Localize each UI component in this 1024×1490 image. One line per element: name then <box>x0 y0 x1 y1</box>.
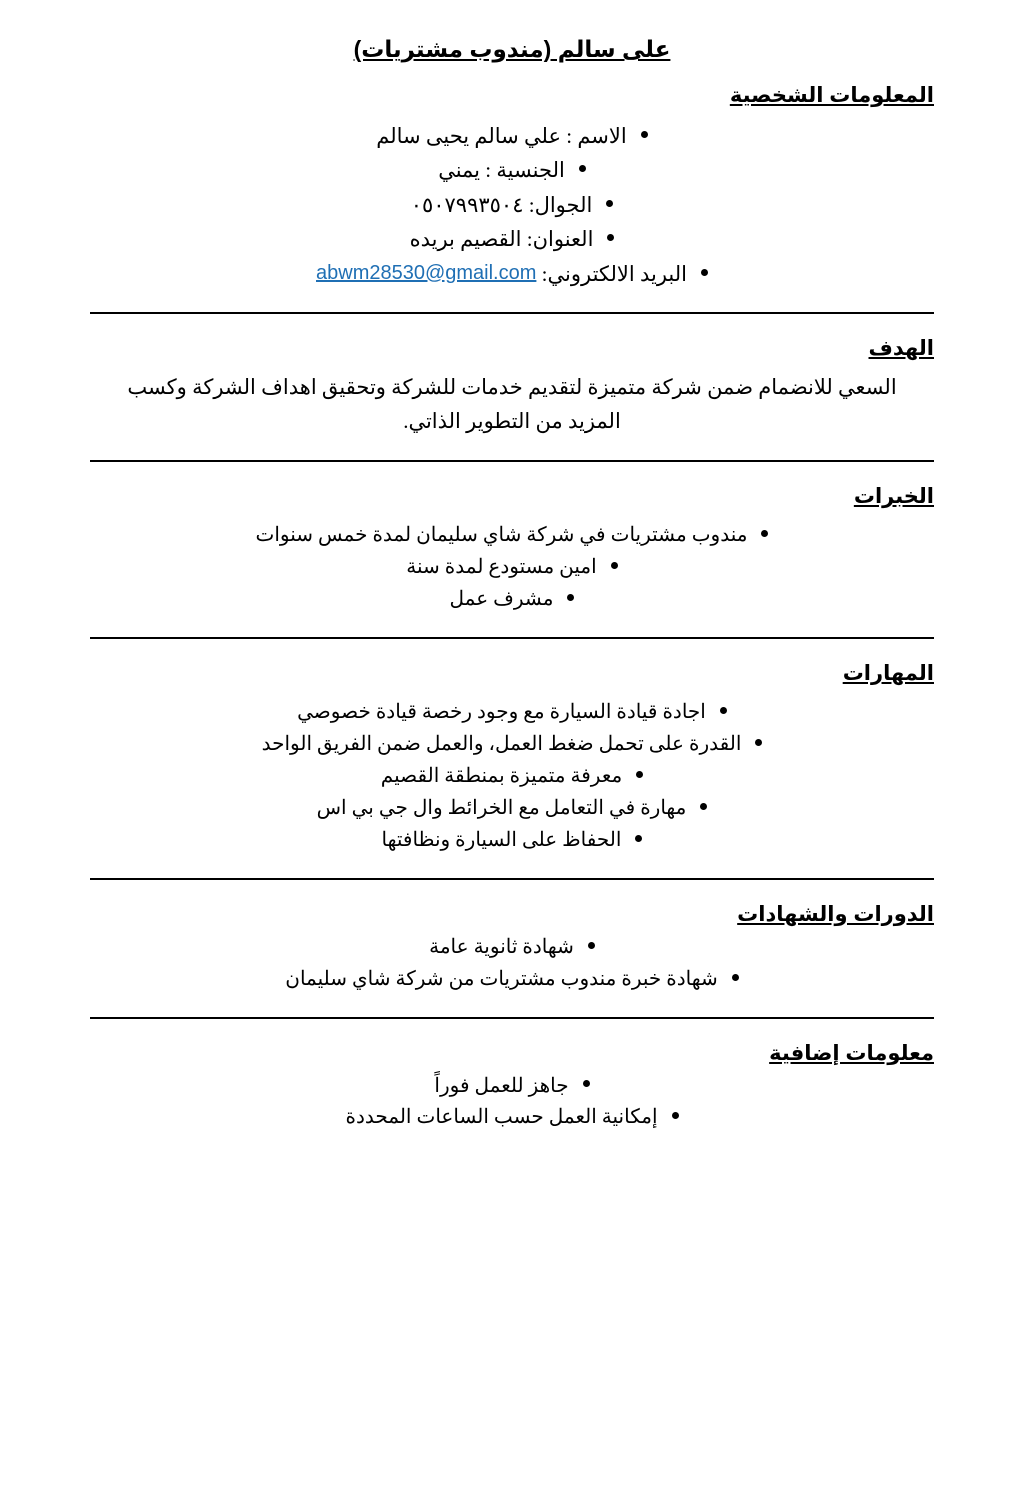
email-link[interactable]: abwm28530@gmail.com <box>316 261 537 284</box>
list-item <box>90 696 934 728</box>
list-item <box>90 221 934 255</box>
bullet-icon <box>641 131 648 138</box>
bullet-icon <box>732 974 739 981</box>
section-additional-information <box>90 1041 934 1134</box>
section-heading-additional-information: معلومات إضافية <box>769 1041 934 1065</box>
experience-list <box>90 519 934 615</box>
list-item-text: الجوال: ٠٥٠٧٩٩٣٥٠٤ <box>410 192 593 217</box>
bullet-icon <box>606 200 613 207</box>
list-item <box>90 1101 934 1133</box>
bullet-icon <box>579 165 586 172</box>
list-item-text: الاسم : علي سالم يحيى سالم <box>376 123 627 148</box>
section-heading-experience: الخبرات <box>853 485 934 509</box>
section-skills <box>90 661 934 856</box>
section-divider <box>90 1017 934 1019</box>
list-item <box>90 118 934 152</box>
section-divider <box>90 637 934 639</box>
section-divider <box>90 312 934 314</box>
list-item-text: الحفاظ على السيارة ونظافتها <box>381 828 622 851</box>
section-objective <box>90 336 934 438</box>
section-courses-certificates <box>90 902 934 995</box>
section-personal-information <box>90 83 934 290</box>
list-item <box>90 728 934 760</box>
bullet-icon <box>701 269 708 276</box>
section-heading-courses-certificates: الدورات والشهادات <box>737 902 934 926</box>
list-item <box>90 931 934 963</box>
list-item <box>90 1070 934 1102</box>
section-divider <box>90 460 934 462</box>
list-item-text: إمكانية العمل حسب الساعات المحددة <box>345 1106 658 1129</box>
list-item-text: العنوان: القصيم بريده <box>409 227 594 252</box>
list-item-text: امين مستودع لمدة سنة <box>406 556 597 579</box>
bullet-icon <box>636 771 643 778</box>
list-item-text: مندوب مشتريات في شركة شاي سليمان لمدة خمس سنوات <box>255 524 748 547</box>
list-item-text: اجادة قيادة السيارة مع وجود رخصة قيادة خصوصي <box>297 701 706 724</box>
list-item <box>90 583 934 615</box>
section-heading-personal-information: المعلومات الشخصية <box>729 84 934 107</box>
section-heading-objective: الهدف <box>868 337 934 361</box>
section-heading-skills: المهارات <box>842 662 934 686</box>
section-experience <box>90 484 934 615</box>
bullet-icon <box>720 707 727 714</box>
page-title: على سالم (مندوب مشتريات) <box>353 36 671 62</box>
list-item-text: مشرف عمل <box>449 588 554 611</box>
bullet-icon <box>567 594 574 601</box>
bullet-icon <box>607 234 614 241</box>
list-item-text: شهادة خبرة مندوب مشتريات من شركة شاي سليمان <box>285 967 718 990</box>
list-item-text: جاهز للعمل فوراً <box>434 1074 569 1097</box>
list-item-text: معرفة متميزة بمنطقة القصيم <box>380 764 623 787</box>
courses-list <box>90 931 934 995</box>
bullet-icon <box>635 835 642 842</box>
bullet-icon <box>672 1112 679 1119</box>
list-item <box>90 551 934 583</box>
bullet-icon <box>583 1080 590 1087</box>
list-item-text: مهارة في التعامل مع الخرائط وال جي بي اس <box>316 796 687 819</box>
list-item <box>90 963 934 995</box>
objective-paragraph: السعي للانضمام ضمن شركة متميزة لتقديم خدمات للشركة وتحقيق اهداف الشركة وكسب المزيد من التطوير الذاتي. <box>127 375 897 433</box>
list-item <box>90 152 934 186</box>
bullet-icon <box>700 803 707 810</box>
section-divider <box>90 878 934 880</box>
list-item <box>90 792 934 824</box>
bullet-icon <box>611 562 618 569</box>
list-item-text: القدرة على تحمل ضغط العمل، والعمل ضمن الفريق الواحد <box>261 732 742 755</box>
list-item-text: شهادة ثانوية عامة <box>429 935 574 958</box>
list-item <box>90 519 934 551</box>
personal-information-list <box>90 118 934 290</box>
skills-list <box>90 696 934 856</box>
bullet-icon <box>588 942 595 949</box>
list-item-email <box>90 256 934 290</box>
email-label: البريد الالكتروني: <box>541 261 687 286</box>
bullet-icon <box>761 530 768 537</box>
list-item <box>90 187 934 221</box>
list-item <box>90 824 934 856</box>
bullet-icon <box>755 739 762 746</box>
list-item <box>90 760 934 792</box>
additional-information-list <box>90 1070 934 1134</box>
list-item-text: الجنسية : يمني <box>438 158 565 183</box>
